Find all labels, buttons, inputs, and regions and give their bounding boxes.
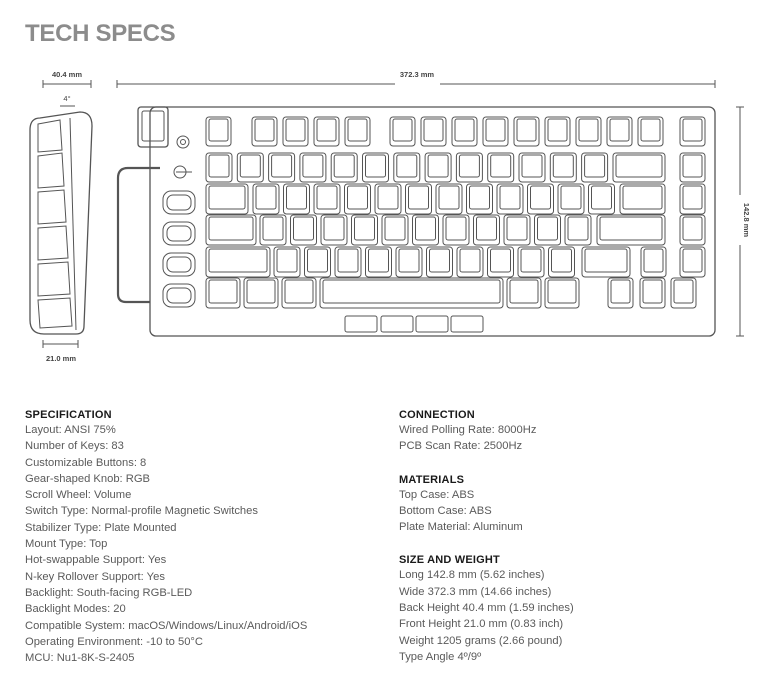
keycap-top — [477, 217, 497, 240]
keycap-top — [486, 119, 505, 141]
spec-item: Operating Environment: -10 to 50°C — [25, 635, 203, 648]
side-angle-label: 4° — [63, 94, 71, 103]
spec-item: Backlight Modes: 20 — [25, 603, 126, 616]
keycap-top — [263, 217, 283, 240]
keycap-top — [324, 217, 344, 240]
keycap-top — [553, 155, 573, 177]
keycap-top — [355, 217, 375, 240]
size-weight-item: Long 142.8 mm (5.62 inches) — [399, 569, 545, 582]
keycap-top — [510, 280, 538, 303]
size-weight-item: Wide 372.3 mm (14.66 inches) — [399, 585, 552, 598]
keycap-top — [521, 249, 541, 272]
keycap-top — [470, 186, 490, 209]
keycap-top — [683, 217, 702, 240]
keycap-top — [592, 186, 612, 209]
specification-section — [25, 408, 385, 666]
keycap-top — [317, 186, 337, 209]
keycap-top — [579, 119, 598, 141]
keycap-top — [424, 119, 443, 141]
keycap-top — [240, 155, 260, 177]
side-front-height-label: 21.0 mm — [45, 354, 77, 363]
keycap-top — [585, 249, 627, 272]
keycap-top — [507, 217, 527, 240]
keycap-top — [585, 155, 605, 177]
size-weight-item: Back Height 40.4 mm (1.59 inches) — [399, 602, 574, 615]
keycap-top — [623, 186, 662, 209]
keycap-top — [548, 280, 576, 303]
keycap-top — [294, 217, 314, 240]
keycap-top — [643, 280, 662, 303]
keycap-top — [455, 119, 474, 141]
keycap-top — [674, 280, 693, 303]
page-title: TECH SPECS — [25, 20, 176, 47]
keycap-top — [209, 249, 267, 272]
keycap-top — [616, 155, 662, 177]
keycap-top — [256, 186, 276, 209]
keycap-top — [286, 119, 305, 141]
keycap-top — [522, 155, 542, 177]
size-weight-item: Weight 1205 grams (2.66 pound) — [399, 634, 563, 647]
keycap-top — [561, 186, 581, 209]
spec-item: Scroll Wheel: Volume — [25, 489, 132, 502]
keycap-top — [397, 155, 417, 177]
specification-list — [25, 422, 385, 666]
spec-item: Number of Keys: 83 — [25, 440, 124, 453]
keycap-top — [209, 119, 228, 141]
keycap-top — [610, 119, 629, 141]
keycap-top — [491, 249, 511, 272]
keycap-top — [552, 249, 572, 272]
spec-item: Customizable Buttons: 8 — [25, 456, 147, 469]
keycap-top — [641, 119, 660, 141]
keycap-top — [399, 249, 419, 272]
keycap-top — [277, 249, 297, 272]
keycap-top — [323, 280, 500, 303]
spec-item: Stabilizer Type: Plate Mounted — [25, 521, 177, 534]
specification-heading: SPECIFICATION — [25, 409, 112, 421]
right-specs-column — [399, 408, 759, 665]
spec-item: Compatible System: macOS/Windows/Linux/Android/iOS — [25, 619, 308, 632]
spec-item: Backlight: South-facing RGB-LED — [25, 586, 193, 599]
connection-item: PCB Scan Rate: 2500Hz — [399, 440, 523, 453]
keycap-top — [366, 155, 386, 177]
keycap-top — [428, 155, 448, 177]
keycap-top — [531, 186, 551, 209]
keycap-top — [460, 249, 480, 272]
width-label: 372.3 mm — [399, 70, 435, 79]
keycap-top — [683, 249, 702, 272]
keycap-top — [255, 119, 274, 141]
keycap-top — [439, 186, 459, 209]
connection-item: Wired Polling Rate: 8000Hz — [399, 424, 537, 436]
size-weight-heading: SIZE AND WEIGHT — [399, 554, 500, 567]
keycap-top — [416, 217, 436, 240]
keycap-top — [491, 155, 511, 177]
materials-item: Plate Material: Aluminum — [399, 521, 523, 534]
keycap-top — [393, 119, 412, 141]
spec-item: Gear-shaped Knob: RGB — [25, 472, 150, 485]
keycap-top — [317, 119, 336, 141]
keycap-top — [600, 217, 662, 240]
materials-item: Bottom Case: ABS — [399, 504, 492, 517]
keycap-top — [348, 119, 367, 141]
keyboard-dimension-diagram — [0, 60, 771, 370]
size-weight-item: Front Height 21.0 mm (0.83 inch) — [399, 618, 564, 631]
keycap-top — [247, 280, 275, 303]
keycap-top — [683, 186, 702, 209]
keycap-top — [459, 155, 479, 177]
keycap-top — [517, 119, 536, 141]
spec-item: MCU: Nu1-8K-S-2405 — [25, 652, 135, 665]
keycap-top — [285, 280, 313, 303]
spec-item: Switch Type: Normal-profile Magnetic Switches — [25, 505, 258, 518]
keycap-top — [385, 217, 405, 240]
keycap-top — [409, 186, 429, 209]
keycap-top — [644, 249, 663, 272]
keycap-top — [209, 155, 229, 177]
keycap-top — [209, 186, 245, 209]
keycap-top — [209, 280, 237, 303]
keycap-top — [683, 119, 702, 141]
keycap-top — [568, 217, 588, 240]
side-depth-label: 40.4 mm — [51, 70, 83, 79]
keycap-top — [538, 217, 558, 240]
keycap-top — [369, 249, 389, 272]
connection-heading: CONNECTION — [399, 409, 475, 421]
materials-item: Top Case: ABS — [399, 488, 475, 501]
keycap-top — [683, 155, 702, 177]
spec-item: Hot-swappable Support: Yes — [25, 554, 167, 567]
keycap-top — [446, 217, 466, 240]
materials-heading: MATERIALS — [399, 473, 465, 486]
keycap-top — [548, 119, 567, 141]
keycap-top — [378, 186, 398, 209]
keycap-top — [500, 186, 520, 209]
spec-item: Mount Type: Top — [25, 538, 108, 551]
length-label: 142.8 mm — [742, 202, 751, 238]
keycap-top — [209, 217, 253, 240]
keycap-top — [334, 155, 354, 177]
keycap-top — [348, 186, 368, 209]
keycap-top — [338, 249, 358, 272]
keycap-top — [611, 280, 630, 303]
keycap-top — [430, 249, 450, 272]
spec-item: Layout: ANSI 75% — [25, 424, 116, 436]
keycap-top — [287, 186, 307, 209]
size-weight-item: Type Angle 4º/9º — [399, 650, 482, 663]
keycap-top — [272, 155, 292, 177]
keycap-top — [308, 249, 328, 272]
keycap-top — [303, 155, 323, 177]
spec-item: N-key Rollover Support: Yes — [25, 570, 165, 583]
